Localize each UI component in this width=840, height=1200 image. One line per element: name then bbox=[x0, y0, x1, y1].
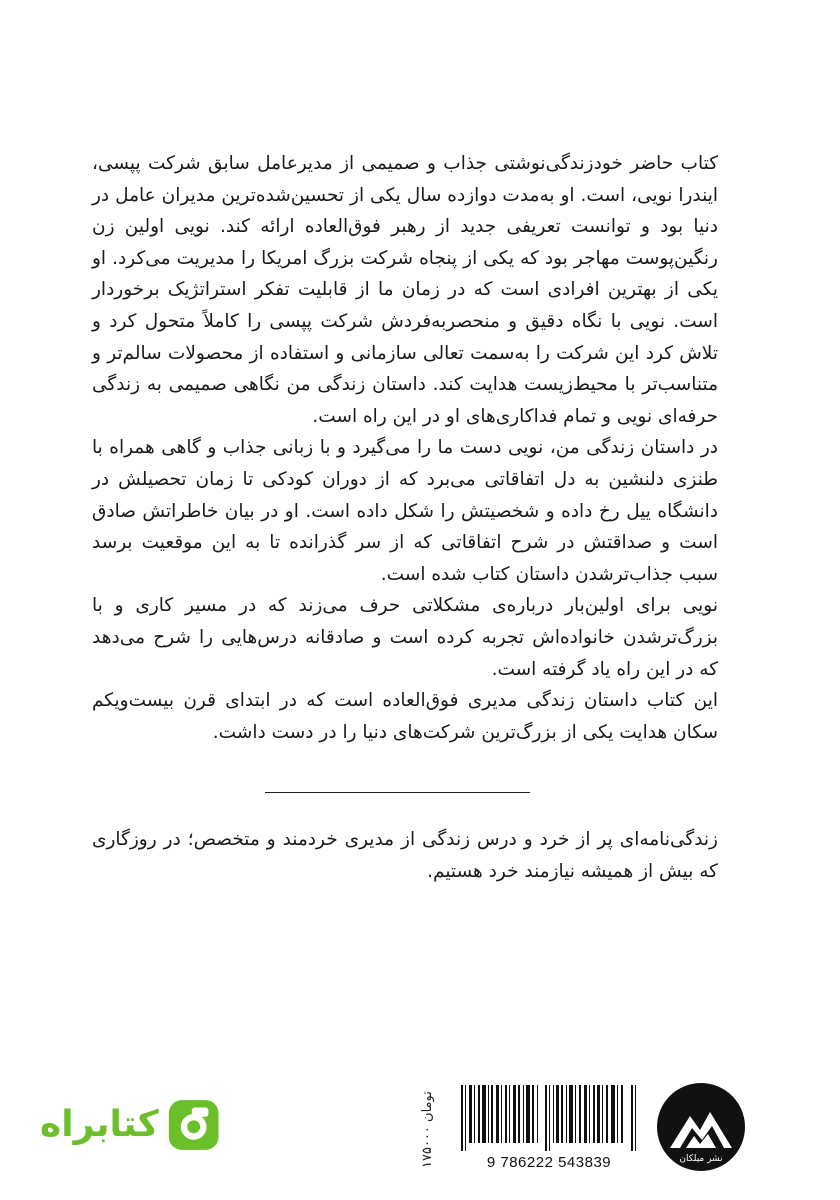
paragraph-4: این کتاب داستان زندگی مدیری فوق‌العاده است که در ابتدای قرن بیست‌ویکم سکان هدایت یکی از بزرگ‌ترین شرکت‌های دنیا را در دست داشت. bbox=[92, 690, 718, 743]
back-cover-text bbox=[92, 148, 718, 748]
divider-line bbox=[265, 792, 530, 793]
isbn-number: 9 786222 543839 bbox=[486, 1154, 612, 1171]
isbn-barcode bbox=[451, 1083, 647, 1171]
blurb-text: زندگی‌نامه‌ای پر از خرد و درس زندگی از مدیری خردمند و متخصص؛ در روزگاری که بیش از همیشه نیازمند خرد هستیم. bbox=[92, 829, 718, 882]
store-logo bbox=[40, 1095, 220, 1155]
paragraph-3: نویی برای اولین‌بار درباره‌ی مشکلاتی حرف می‌زند که در مسیر کاری و با بزرگ‌ترشدن خانواده‌اش تجربه کرده است و صادقانه درس‌هایی را شرح می‌دهد که در این راه یاد گرفته است. bbox=[92, 595, 718, 680]
barcode-bars bbox=[451, 1085, 647, 1155]
ketabrah-logo-icon bbox=[167, 1096, 220, 1154]
publisher-name: نشر میلکان bbox=[679, 1154, 723, 1164]
publisher-logo bbox=[656, 1082, 746, 1172]
price-label: ۱۷۵۰۰۰ تومان bbox=[420, 1091, 435, 1169]
paragraph-1: کتاب حاضر خودزندگی‌نوشتی جذاب و صمیمی از مدیرعامل سابق شرکت پپسی، ایندرا نویی، است. او به‌مدت دوازده سال یکی از تحسین‌شده‌ترین مدیران عامل در دنیا بود و توانست تعریفی جدید از رهبر فوق‌العاده ارائه کند. نویی اولین زن رنگین‌پوست مهاجر بود که یکی از پنجاه شرکت بزرگ امریکا را مدیریت می‌کرد. او یکی از بهترین افرادی است که در زمان ما از قابلیت تفکر استراتژیک برخوردار است. نویی با نگاه دقیق و منحصربه‌فردش شرکت پپسی را کاملاً متحول کرد و تلاش کرد این شرکت را به‌سمت تعالی سازمانی و استفاده از محصولات سالم‌تر و متناسب‌تر با محیط‌زیست هدایت کند. داستان زندگی من نگاهی صمیمی به زندگی حرفه‌ای نویی و تمام فداکاری‌های او در این راه است. bbox=[92, 153, 718, 427]
paragraph-2: در داستان زندگی من، نویی دست ما را می‌گیرد و با زبانی جذاب و گاهی همراه با طنزی دلنشین به دل اتفاقاتی می‌برد که از دوران کودکی تا زمان تحصیلش در دانشگاه ییل رخ داده و شخصیتش را شکل داده است. او در بیان خاطراتش صادق است و صداقتش در شرح اتفاقاتی که از سر گذرانده تا به این موقعیت برسد سبب جذاب‌ترشدن داستان کتاب شده است. bbox=[92, 437, 718, 585]
store-name: کتابراه bbox=[40, 1104, 159, 1145]
